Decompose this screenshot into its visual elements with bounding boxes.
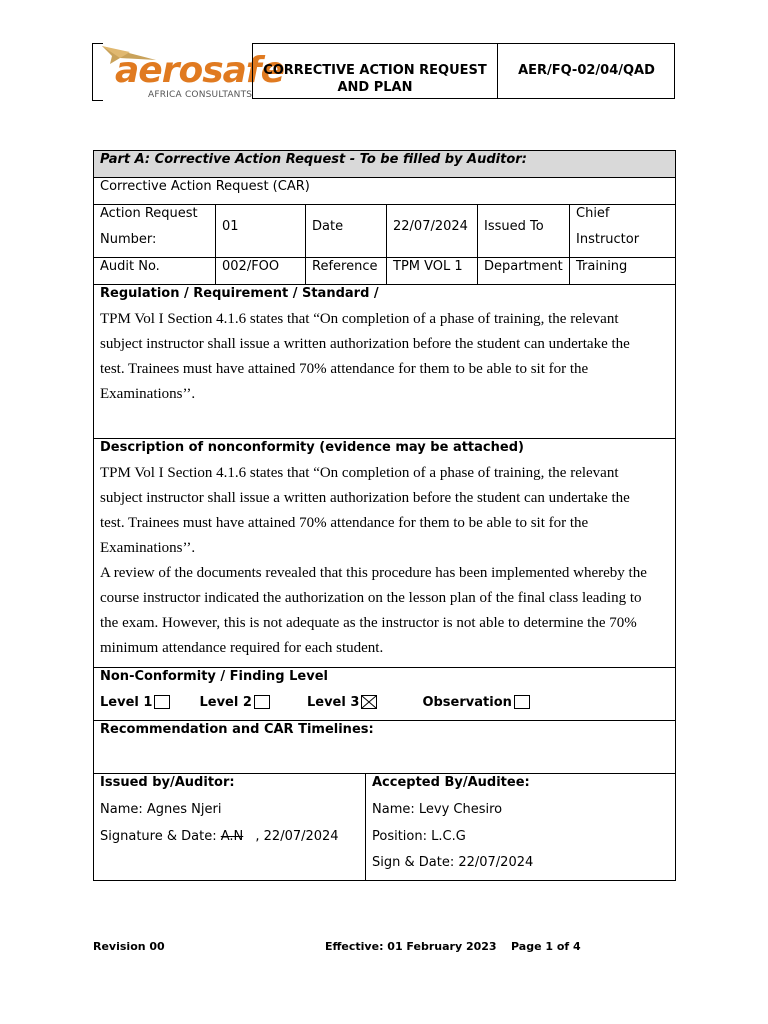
department-value: Training	[576, 259, 628, 274]
document-code: AER/FQ-02/04/QAD	[518, 63, 655, 78]
document-title: CORRECTIVE ACTION REQUEST AND PLAN	[263, 63, 487, 95]
nonconformity-text: TPM Vol I Section 4.1.6 states that “On completion of a phase of training, the relevant subject instructor shall issue a written authorization before the student can undertake the test. Trainees must have attained 70% attendance for them to be able to sit for the Examinations’’. A review of the documents revealed that this procedure has been implemented whereby the course instructor indicated the authorization on the lesson plan of the final class leading to the exam. However, this is not adequate as the instructor is not able to determine the 70% minimum attendance required for each student.	[100, 465, 647, 656]
regulation-text: TPM Vol I Section 4.1.6 states that “On completion of a phase of training, the relevant subject instructor shall issue a written authorization before the student can undertake the test. Trainees must have attained 70% attendance for them to be able to sit for the Examinations’’.	[100, 311, 630, 402]
level1-label: Level 1	[100, 695, 153, 710]
observation-label: Observation	[422, 695, 512, 710]
accepted-by-name: Name: Levy Chesiro	[372, 802, 503, 817]
logo-subtitle: AFRICA CONSULTANTS	[148, 90, 253, 100]
observation-checkbox[interactable]	[514, 695, 530, 709]
part-a-title: Part A: Corrective Action Request - To be filled by Auditor:	[100, 152, 527, 167]
issued-to-label: Issued To	[484, 219, 544, 234]
reference-label: Reference	[312, 259, 378, 274]
date-value: 22/07/2024	[393, 219, 468, 234]
nonconformity-heading: Description of nonconformity (evidence may be attached)	[100, 440, 524, 455]
issued-by-name: Name: Agnes Njeri	[100, 802, 222, 817]
issued-to-value: Chief Instructor	[576, 206, 640, 247]
action-request-value: 01	[222, 219, 239, 234]
checkmark-x-icon	[362, 696, 376, 708]
logo-text: aerosafe	[115, 50, 284, 91]
footer-page: Page 1 of 4	[511, 940, 581, 953]
regulation-heading: Regulation / Requirement / Standard /	[100, 286, 379, 301]
accepted-by-position: Position: L.C.G	[372, 829, 466, 844]
accepted-by-sign-date: Sign & Date: 22/07/2024	[372, 855, 534, 870]
footer-revision: Revision 00	[93, 940, 165, 953]
issued-by-heading: Issued by/Auditor:	[100, 775, 235, 790]
car-label: Corrective Action Request (CAR)	[100, 179, 310, 194]
reference-value: TPM VOL 1	[393, 259, 463, 274]
accepted-by-heading: Accepted By/Auditee:	[372, 775, 530, 790]
action-request-label: Action Request Number:	[100, 206, 198, 247]
finding-level-options	[100, 690, 530, 716]
department-label: Department	[484, 259, 563, 274]
level3-label: Level 3	[306, 695, 360, 710]
level2-checkbox[interactable]	[254, 695, 270, 709]
issued-by-signature: Signature & Date: A.N , 22/07/2024	[100, 829, 339, 844]
level3-checkbox-checked[interactable]	[361, 695, 377, 709]
level1-checkbox[interactable]	[154, 695, 170, 709]
audit-no-label: Audit No.	[100, 259, 160, 274]
footer-effective: Effective: 01 February 2023	[325, 940, 497, 953]
level2-label: Level 2	[199, 695, 252, 710]
recommendation-heading: Recommendation and CAR Timelines:	[100, 722, 374, 737]
date-label: Date	[312, 219, 344, 234]
audit-no-value: 002/FOO	[222, 259, 280, 274]
signature-initials: A.N	[220, 829, 244, 844]
finding-level-heading: Non-Conformity / Finding Level	[100, 669, 328, 684]
